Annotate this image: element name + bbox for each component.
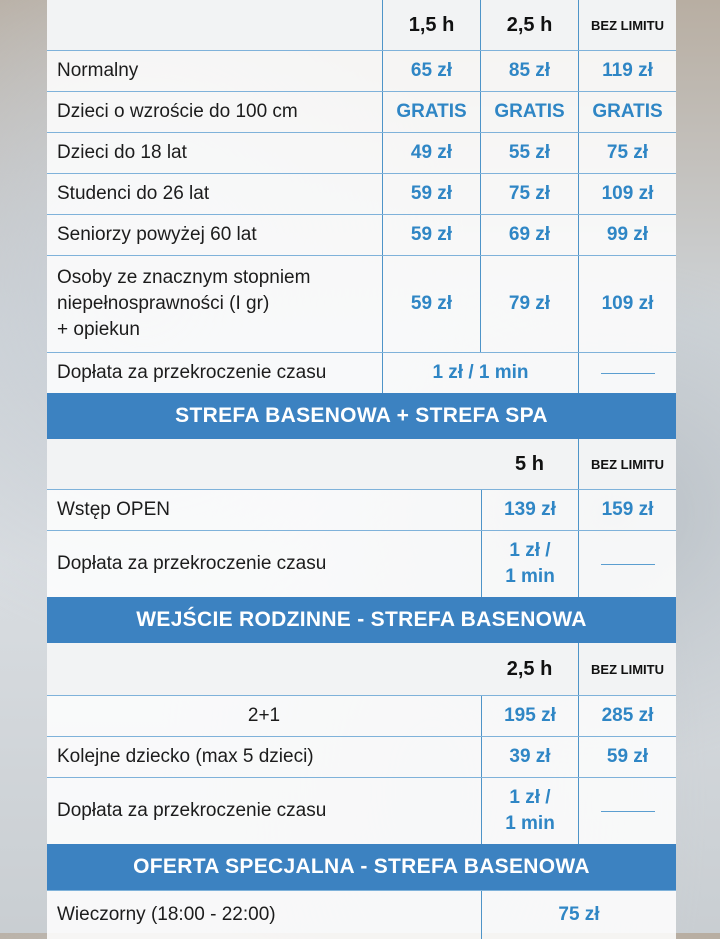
price-cell xyxy=(481,531,579,597)
header-col-2: BEZ LIMITU xyxy=(579,439,676,489)
table-row xyxy=(47,778,676,844)
price-line: 1 zł / xyxy=(509,540,551,561)
row-label: Dopłata za przekroczenie czasu xyxy=(47,353,383,393)
empty-dash-cell xyxy=(579,531,676,597)
section1-header-row xyxy=(47,0,676,50)
price-line: 1 min xyxy=(505,566,555,587)
price-cell: 75 zł xyxy=(481,891,676,939)
price-cell: 139 zł xyxy=(481,490,579,530)
row-label: Normalny xyxy=(47,51,383,91)
price-cell: GRATIS xyxy=(579,92,676,132)
price-cell: 49 zł xyxy=(383,133,481,173)
price-line: 1 zł / xyxy=(509,787,551,808)
price-cell: 109 zł xyxy=(579,174,676,214)
price-cell: 79 zł xyxy=(481,256,579,352)
header-col-2: 2,5 h xyxy=(481,0,579,50)
price-cell: 59 zł xyxy=(383,215,481,255)
table-row xyxy=(47,489,676,531)
header-col-1: 1,5 h xyxy=(383,0,481,50)
row-label-line: + opiekun xyxy=(57,319,140,340)
price-cell: 99 zł xyxy=(579,215,676,255)
row-label: Dopłata za przekroczenie czasu xyxy=(47,778,481,844)
header-empty xyxy=(47,643,481,695)
row-label: Dopłata za przekroczenie czasu xyxy=(47,531,481,597)
price-cell: 109 zł xyxy=(579,256,676,352)
price-cell: 65 zł xyxy=(383,51,481,91)
price-cell: 59 zł xyxy=(383,174,481,214)
section-title-band: OFERTA SPECJALNA - STREFA BASENOWA xyxy=(47,844,676,890)
table-row xyxy=(47,50,676,92)
table-row xyxy=(47,890,676,939)
table-row xyxy=(47,215,676,256)
price-cell: 119 zł xyxy=(579,51,676,91)
table-row xyxy=(47,256,676,353)
header-col-1: 5 h xyxy=(481,439,579,489)
price-cell: 75 zł xyxy=(579,133,676,173)
pricing-table xyxy=(47,0,676,939)
price-cell: 85 zł xyxy=(481,51,579,91)
row-label: Wstęp OPEN xyxy=(47,490,481,530)
header-empty xyxy=(47,439,481,489)
table-row xyxy=(47,531,676,597)
row-label: 2+1 xyxy=(47,696,481,736)
row-label: Kolejne dziecko (max 5 dzieci) xyxy=(47,737,481,777)
price-cell: 59 zł xyxy=(579,737,676,777)
price-cell: 55 zł xyxy=(481,133,579,173)
row-label: Studenci do 26 lat xyxy=(47,174,383,214)
row-label: Wieczorny (18:00 - 22:00) xyxy=(47,891,481,939)
table-row xyxy=(47,174,676,215)
row-label-line: niepełnosprawności (I gr) xyxy=(57,293,270,314)
table-row xyxy=(47,92,676,133)
section3-header-row xyxy=(47,643,676,695)
row-label-line: Osoby ze znacznym stopniem xyxy=(57,267,311,288)
table-row xyxy=(47,353,676,393)
dash-line xyxy=(601,811,655,812)
table-row xyxy=(47,737,676,778)
empty-dash-cell xyxy=(579,353,676,393)
price-cell: 159 zł xyxy=(579,490,676,530)
header-col-3: BEZ LIMITU xyxy=(579,0,676,50)
section-title-band: STREFA BASENOWA + STREFA SPA xyxy=(47,393,676,439)
header-col-1: 2,5 h xyxy=(481,643,579,695)
price-cell: 1 zł / 1 min xyxy=(383,353,579,393)
price-cell: GRATIS xyxy=(481,92,579,132)
price-cell: 59 zł xyxy=(383,256,481,352)
price-cell: 39 zł xyxy=(481,737,579,777)
dash-line xyxy=(601,564,655,565)
price-cell: GRATIS xyxy=(383,92,481,132)
empty-dash-cell xyxy=(579,778,676,844)
row-label xyxy=(47,256,383,352)
price-cell xyxy=(481,778,579,844)
price-cell: 75 zł xyxy=(481,174,579,214)
section-title-band: WEJŚCIE RODZINNE - STREFA BASENOWA xyxy=(47,597,676,643)
header-col-2: BEZ LIMITU xyxy=(579,643,676,695)
price-cell: 195 zł xyxy=(481,696,579,736)
section2-header-row xyxy=(47,439,676,489)
price-cell: 69 zł xyxy=(481,215,579,255)
dash-line xyxy=(601,373,655,374)
row-label: Dzieci o wzroście do 100 cm xyxy=(47,92,383,132)
table-row xyxy=(47,695,676,737)
header-empty xyxy=(47,0,383,50)
row-label: Dzieci do 18 lat xyxy=(47,133,383,173)
price-cell: 285 zł xyxy=(579,696,676,736)
row-label: Seniorzy powyżej 60 lat xyxy=(47,215,383,255)
price-line: 1 min xyxy=(505,813,555,834)
table-row xyxy=(47,133,676,174)
